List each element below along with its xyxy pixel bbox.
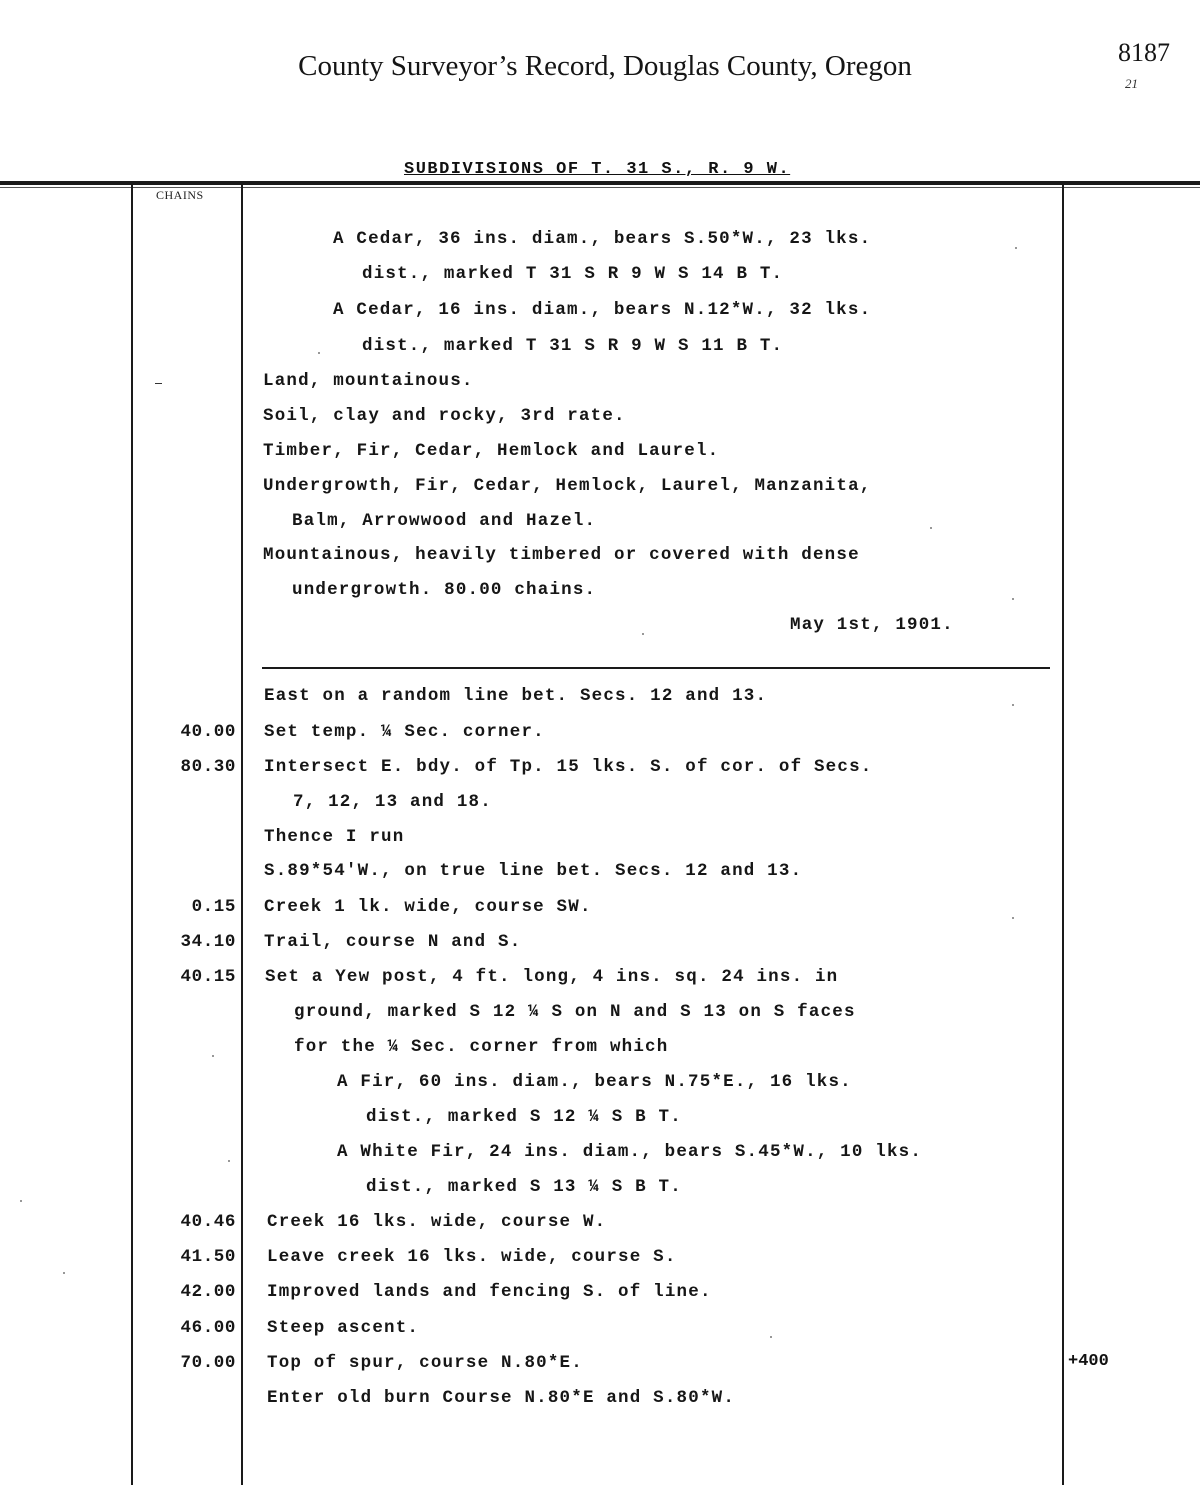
record-line: Leave creek 16 lks. wide, course S. bbox=[267, 1247, 677, 1267]
scan-speck bbox=[1012, 704, 1014, 706]
record-line: A Cedar, 16 ins. diam., bears N.12*W., 32 lks. bbox=[333, 300, 872, 320]
chain-value: 40.46 bbox=[180, 1212, 236, 1232]
record-number: 8187 bbox=[1118, 38, 1170, 67]
scan-speck bbox=[770, 1336, 772, 1338]
scan-speck bbox=[1012, 598, 1014, 600]
record-line: Balm, Arrowwood and Hazel. bbox=[292, 511, 597, 531]
record-line: Steep ascent. bbox=[267, 1318, 420, 1338]
record-date: May 1st, 1901. bbox=[790, 615, 954, 635]
record-line: dist., marked S 12 ¼ S B T. bbox=[366, 1107, 682, 1127]
record-mark: 21 bbox=[1125, 76, 1138, 91]
record-line: Set temp. ¼ Sec. corner. bbox=[264, 722, 545, 742]
record-line: A Cedar, 36 ins. diam., bears S.50*W., 23 lks. bbox=[333, 229, 872, 249]
record-line: Soil, clay and rocky, 3rd rate. bbox=[263, 406, 626, 426]
record-line: Thence I run bbox=[264, 827, 405, 847]
chain-value: 42.00 bbox=[180, 1282, 236, 1302]
record-line: Mountainous, heavily timbered or covered with dense bbox=[263, 545, 860, 565]
record-line: 7, 12, 13 and 18. bbox=[293, 792, 492, 812]
scan-speck bbox=[1012, 917, 1014, 919]
record-line: East on a random line bet. Secs. 12 and 13. bbox=[264, 686, 768, 706]
record-line: Intersect E. bdy. of Tp. 15 lks. S. of cor. of Secs. bbox=[264, 757, 873, 777]
record-line: Undergrowth, Fir, Cedar, Hemlock, Laurel, Manzanita, bbox=[263, 476, 872, 496]
record-line: A White Fir, 24 ins. diam., bears S.45*W., 10 lks. bbox=[337, 1142, 923, 1162]
chains-column-line bbox=[241, 185, 243, 1485]
record-line: Top of spur, course N.80*E. bbox=[267, 1353, 583, 1373]
record-line: dist., marked T 31 S R 9 W S 11 B T. bbox=[362, 336, 784, 356]
header-rule bbox=[0, 181, 1200, 185]
entry-separator bbox=[262, 667, 1050, 669]
record-line: undergrowth. 80.00 chains. bbox=[292, 580, 597, 600]
chain-value: 40.00 bbox=[180, 722, 236, 742]
chain-value: 41.50 bbox=[180, 1247, 236, 1267]
chain-value: 46.00 bbox=[180, 1318, 236, 1338]
page-title: County Surveyor’s Record, Douglas County, Oregon bbox=[298, 50, 912, 82]
chain-value: 40.15 bbox=[180, 967, 236, 987]
record-line: Creek 1 lk. wide, course SW. bbox=[264, 897, 592, 917]
record-line: Improved lands and fencing S. of line. bbox=[267, 1282, 712, 1302]
margin-note: +400 bbox=[1068, 1352, 1109, 1371]
record-line: A Fir, 60 ins. diam., bears N.75*E., 16 lks. bbox=[337, 1072, 852, 1092]
record-line: dist., marked T 31 S R 9 W S 14 B T. bbox=[362, 264, 784, 284]
margin-dash bbox=[155, 383, 162, 384]
record-line: ground, marked S 12 ¼ S on N and S 13 on S faces bbox=[294, 1002, 856, 1022]
scan-speck bbox=[642, 633, 644, 635]
record-line: S.89*54'W., on true line bet. Secs. 12 and 13. bbox=[264, 861, 803, 881]
scan-speck bbox=[1015, 247, 1017, 249]
record-line: Land, mountainous. bbox=[263, 371, 474, 391]
scan-speck bbox=[228, 1160, 230, 1162]
scan-speck bbox=[930, 527, 932, 529]
right-margin-line bbox=[1062, 185, 1064, 1485]
chain-value: 70.00 bbox=[180, 1353, 236, 1373]
record-line: Trail, course N and S. bbox=[264, 932, 522, 952]
record-line: dist., marked S 13 ¼ S B T. bbox=[366, 1177, 682, 1197]
chain-value: 34.10 bbox=[180, 932, 236, 952]
scan-speck bbox=[318, 352, 320, 354]
scan-speck bbox=[212, 1055, 214, 1057]
chains-column-header: CHAINS bbox=[156, 188, 204, 202]
record-line: Creek 16 lks. wide, course W. bbox=[267, 1212, 607, 1232]
scan-speck bbox=[63, 1272, 65, 1274]
record-line: Enter old burn Course N.80*E and S.80*W. bbox=[267, 1388, 736, 1408]
scan-speck bbox=[20, 1200, 22, 1202]
section-heading: SUBDIVISIONS OF T. 31 S., R. 9 W. bbox=[404, 160, 791, 179]
chain-value: 80.30 bbox=[180, 757, 236, 777]
record-line: for the ¼ Sec. corner from which bbox=[294, 1037, 669, 1057]
chain-value: 0.15 bbox=[191, 897, 236, 917]
record-line: Set a Yew post, 4 ft. long, 4 ins. sq. 24 ins. in bbox=[265, 967, 839, 987]
record-line: Timber, Fir, Cedar, Hemlock and Laurel. bbox=[263, 441, 720, 461]
